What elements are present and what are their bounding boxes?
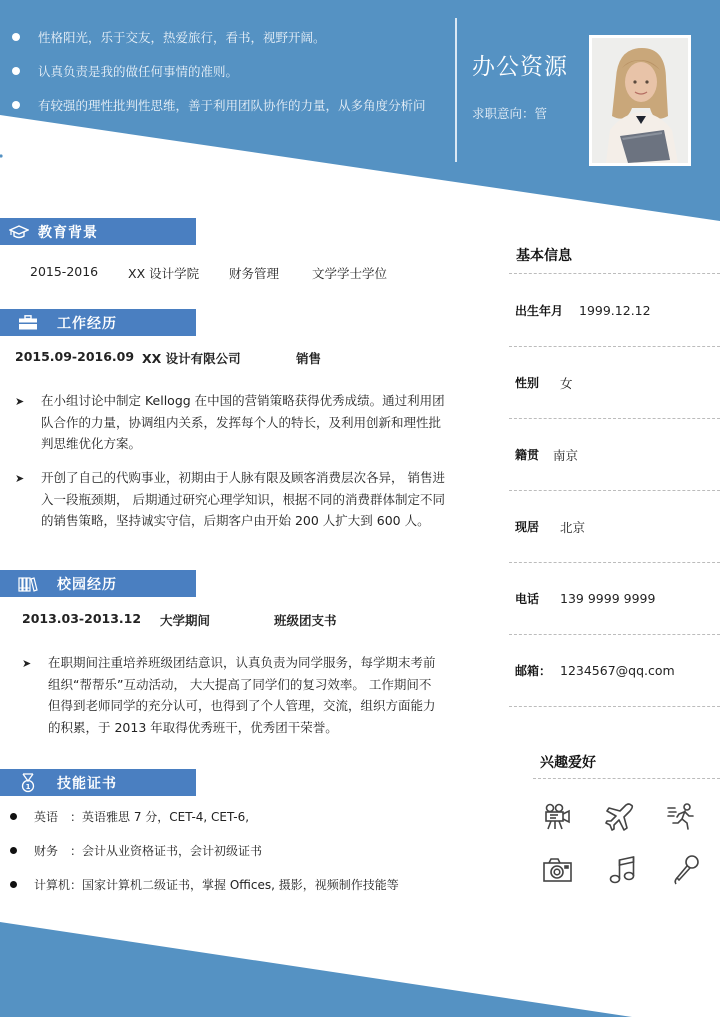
- info-label: 邮箱：: [515, 664, 552, 678]
- work-bullet-text: 在小组讨论中制定 Kellogg 在中国的营销策略获得优秀成绩。通过利用团队合作的力量，协调组内关系，发挥每个人的特长，及利用创新和理性批判思维优化方案。: [41, 393, 445, 451]
- work-company: XX 设计有限公司: [142, 351, 241, 366]
- education-school: XX 设计学院: [128, 266, 200, 281]
- job-intent: 求职意向：管: [472, 106, 548, 121]
- education-major: 财务管理: [229, 266, 280, 281]
- section-skills-header: [0, 769, 196, 796]
- skills-list: [0, 799, 460, 901]
- intro-item: [10, 20, 450, 54]
- info-value: 1999.12.12: [579, 303, 651, 318]
- campus-org: 大学期间: [160, 613, 211, 628]
- skill-text: 财务 ：会计从业资格证书，会计初级证书: [34, 843, 263, 858]
- info-value: 139 9999 9999: [560, 591, 656, 606]
- divider: [509, 273, 720, 274]
- work-bullet: [15, 467, 445, 532]
- info-row-gender: [509, 347, 720, 419]
- intro-text: 性格阳光，乐于交友，热爱旅行，看书，视野开阔。: [38, 30, 326, 45]
- intro-text: 有较强的理性批判性思维，善于利用团队协作的力量，从多角度分析问: [38, 98, 426, 113]
- books-icon: [17, 574, 39, 594]
- skill-text: 计算机：国家计算机二级证书，掌握 Offices, 摄影，视频制作技能等: [34, 877, 399, 892]
- bullet-dot-icon: [10, 813, 17, 820]
- bullet-dot-icon: [10, 847, 17, 854]
- airplane-icon: [604, 801, 636, 833]
- info-label: 电话: [515, 592, 540, 606]
- section-title: 工作经历: [57, 315, 117, 332]
- info-row-phone: [509, 563, 720, 635]
- bullet-dot-icon: [12, 33, 20, 41]
- intro-item: [10, 54, 450, 88]
- arrow-bullet-icon: ➤: [22, 657, 32, 670]
- info-row-origin: [509, 419, 720, 491]
- section-work-header: [0, 309, 196, 336]
- campus-role: 班级团支书: [274, 613, 337, 628]
- work-bullet: [15, 390, 445, 455]
- intro-list: [10, 20, 450, 122]
- work-period: 2015.09-2016.09: [15, 349, 135, 364]
- info-row-email: [509, 635, 720, 707]
- header-divider: [455, 18, 457, 162]
- info-value: 1234567@qq.com: [560, 663, 675, 678]
- campus-bullet-text: 在职期间注重培养班级团结意识，认真负责为同学服务，每学期末考前组织“帮帮乐”互动活动， 大大提高了同学们的复习效率。 工作期间不但得到老师同学的充分认可，也得到了个人管理，交流，组织方面能力的积累，于 2013 年取得优秀班干，优秀团干荣誉。: [48, 655, 436, 735]
- info-label: 性别: [515, 376, 540, 390]
- arrow-bullet-icon: ➤: [15, 472, 25, 485]
- education-period: 2015-2016: [30, 264, 99, 279]
- intro-text: 认真负责是我的做任何事情的准则。: [38, 64, 239, 79]
- info-label: 出生年月: [515, 304, 564, 318]
- info-value: 南京: [553, 447, 579, 463]
- medal-icon: [17, 773, 39, 793]
- campus-period: 2013.03-2013.12: [22, 611, 142, 626]
- bullet-dot-icon: [12, 101, 20, 109]
- candidate-name: 办公资源: [472, 54, 568, 80]
- footer-band: [0, 922, 632, 1017]
- briefcase-icon: [17, 313, 39, 333]
- portrait-image: [592, 38, 688, 163]
- info-value: 北京: [560, 519, 586, 535]
- bullet-dot-icon: [10, 881, 17, 888]
- skill-item: [0, 833, 460, 867]
- section-title: 教育背景: [38, 224, 98, 241]
- section-title: 技能证书: [57, 775, 117, 792]
- music-note-icon: [607, 854, 639, 886]
- campus-bullet: [22, 652, 436, 738]
- arrow-bullet-icon: ➤: [15, 395, 25, 408]
- svg-text:1: 1: [25, 782, 31, 791]
- work-role: 销售: [296, 351, 322, 366]
- movie-camera-icon: [542, 801, 574, 833]
- hobbies-title: 兴趣爱好: [540, 755, 596, 771]
- decor-dot: [0, 154, 3, 157]
- education-degree: 文学学士学位: [312, 266, 388, 281]
- section-title: 校园经历: [57, 576, 117, 593]
- skill-item: [0, 867, 460, 901]
- info-value: 女: [560, 375, 573, 391]
- microphone-icon: [670, 854, 702, 886]
- profile-photo: [589, 35, 691, 166]
- camera-icon: [542, 854, 574, 886]
- bullet-dot-icon: [12, 67, 20, 75]
- info-row-birth: [509, 275, 720, 347]
- graduation-cap-icon: [8, 222, 30, 242]
- info-label: 现居: [515, 520, 540, 534]
- info-row-residence: [509, 491, 720, 563]
- running-icon: [666, 801, 698, 833]
- section-campus-header: [0, 570, 196, 597]
- divider: [533, 778, 720, 779]
- section-education-header: [0, 218, 196, 245]
- skill-item: [0, 799, 460, 833]
- skill-text: 英语 ：英语雅思 7 分，CET-4, CET-6,: [34, 809, 250, 824]
- basic-info-title: 基本信息: [516, 248, 572, 264]
- info-label: 籍贯: [515, 448, 540, 462]
- work-bullet-text: 开创了自己的代购事业，初期由于人脉有限及顾客消费层次各异， 销售进入一段瓶颈期， 后期通过研究心理学知识，根据不同的消费群体制定不同的销售策略，坚持诚实守信，后期客户由开始 200 人扩大到 600 人。: [41, 470, 445, 528]
- intro-item: [10, 88, 450, 122]
